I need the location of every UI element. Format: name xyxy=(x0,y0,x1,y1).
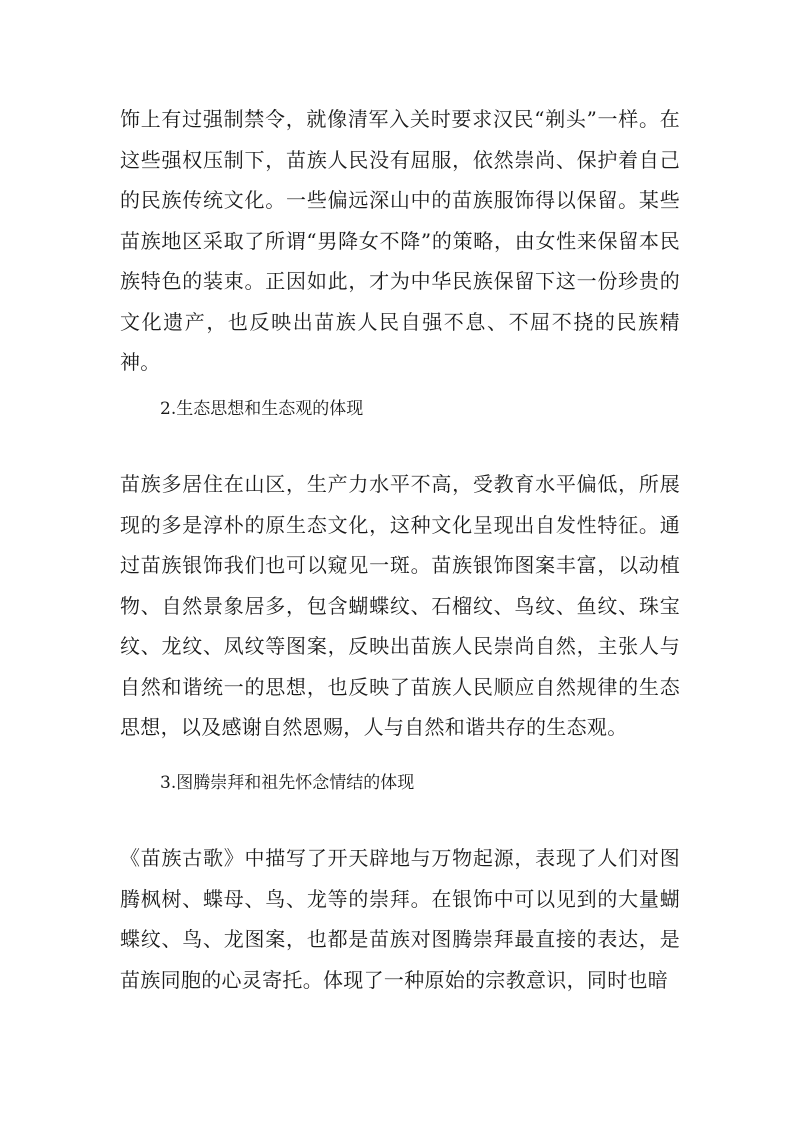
body-paragraph-1: 饰上有过强制禁令，就像清军入关时要求汉民“剃头”一样。在这些强权压制下，苗族人民没有屈服，依然崇尚、保护着自己的民族传统文化。一些偏远深山中的苗族服饰得以保留。某些苗族地区采取了所谓“男降女不降”的策略，由女性来保留本民族特色的装束。正因如此，才为中华民族保留下这一份珍贵的文化遗产，也反映出苗族人民自强不息、不屈不挠的民族精神。 xyxy=(120,107,680,374)
section-heading-2: 2.生态思想和生态观的体现 xyxy=(160,399,364,419)
section-heading-3: 3.图腾崇拜和祖先怀念情结的体现 xyxy=(160,773,415,793)
body-paragraph-2: 苗族多居住在山区，生产力水平不高，受教育水平偏低，所展现的多是淳朴的原生态文化，这种文化呈现出自发性特征。通过苗族银饰我们也可以窥见一斑。苗族银饰图案丰富，以动植物、自然景象居多，包含蝴蝶纹、石榴纹、鸟纹、鱼纹、珠宝纹、龙纹、凤纹等图案，反映出苗族人民崇尚自然，主张人与自然和谐统一的思想，也反映了苗族人民顺应自然规律的生态思想，以及感谢自然恩赐，人与自然和谐共存的生态观。 xyxy=(120,472,680,739)
body-paragraph-3: 《苗族古歌》中描写了开天辟地与万物起源，表现了人们对图腾枫树、蝶母、鸟、龙等的崇拜。在银饰中可以见到的大量蝴蝶纹、鸟、龙图案，也都是苗族对图腾崇拜最直接的表达，是苗族同胞的心灵寄托。体现了一种原始的宗教意识，同时也暗 xyxy=(120,846,680,992)
